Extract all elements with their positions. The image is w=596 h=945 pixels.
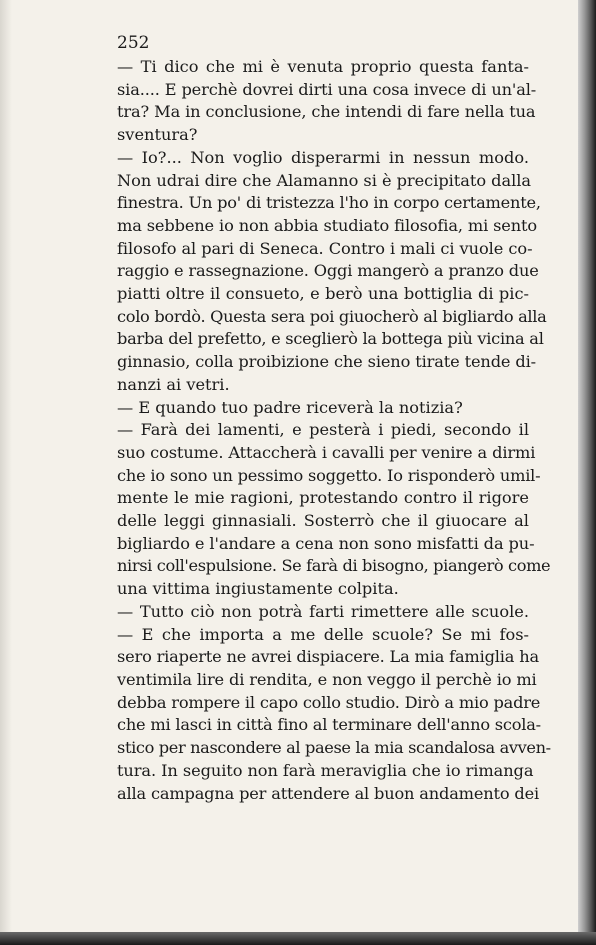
text-line: debba rompere il capo collo studio. Dirò a mio padre [117,692,541,712]
text-line: finestra. Un po' di tristezza l'ho in corpo certamente, [117,193,541,213]
text-line: Non udrai dire che Alamanno si è precipitato dalla [117,170,531,190]
text-line: piatti oltre il consueto, e berò una bottiglia di pic- [117,284,529,304]
text-line: delle leggi ginnasiali. Sosterrò che il giuocare al [117,511,529,531]
text-line: una vittima ingiustamente colpita. [117,579,399,599]
text-line: stico per nascondere al paese la mia scandalosa avven- [117,738,551,758]
text-line: — Ti dico che mi è venuta proprio questa fanta- [117,57,529,76]
text-line: nanzi ai vetri. [117,374,230,394]
text-line: ventimila lire di rendita, e non veggo il perchè io mi [117,669,537,689]
text-line: raggio e rassegnazione. Oggi mangerò a pranzo due [117,261,539,281]
text-line: — Farà dei lamenti, e pesterà i piedi, secondo il [117,420,529,440]
page-gutter-shadow [0,0,12,932]
text-line: alla campagna per attendere al buon andamento dei [117,783,540,803]
text-line: — E che importa a me delle scuole? Se mi fos- [117,624,529,644]
text-line: tra? Ma in conclusione, che intendi di fare nella tua [117,102,536,122]
text-line: ma sebbene io non abbia studiato filosofia, mi sento [117,215,538,235]
page-bottom-edge [0,932,596,945]
text-line: colo bordò. Questa sera poi giuocherò al bigliardo alla [117,306,547,326]
text-line: barba del prefetto, e sceglierò la bottega più vicina al [117,329,544,349]
text-line: filosofo al pari di Seneca. Contro i mali ci vuole co- [117,238,533,258]
page-right-edge [578,0,596,945]
text-line: mente le mie ragioni, protestando contro il rigore [117,488,529,508]
text-line: suo costume. Attaccherà i cavalli per venire a dirmi [117,442,536,462]
page-text-block [117,32,551,805]
text-line: ginnasio, colla proibizione che sieno tirate tende di- [117,352,536,372]
text-line: — Tutto ciò non potrà farti rimettere alle scuole. [117,601,529,621]
text-line: che io sono un pessimo soggetto. Io risponderò umil- [117,465,541,485]
text-line: bigliardo e l'andare a cena non sono misfatti da pu- [117,533,535,553]
text-lines [117,56,551,805]
text-line: sventura? [117,125,198,145]
text-line: nirsi coll'espulsione. Se farà di bisogno, piangerò come [117,556,551,576]
text-line: sia.... E perchè dovrei dirti una cosa invece di un'al- [117,79,537,99]
text-line: — E quando tuo padre riceverà la notizia? [117,397,463,417]
text-line: — Io?... Non voglio disperarmi in nessun modo. [117,147,529,167]
text-line: sero riaperte ne avrei dispiacere. La mia famiglia ha [117,647,539,667]
page-number: 252 [117,33,150,53]
text-line: tura. In seguito non farà meraviglia che io rimanga [117,760,534,780]
text-line: che mi lasci in città fino al terminare dell'anno scola- [117,715,541,735]
